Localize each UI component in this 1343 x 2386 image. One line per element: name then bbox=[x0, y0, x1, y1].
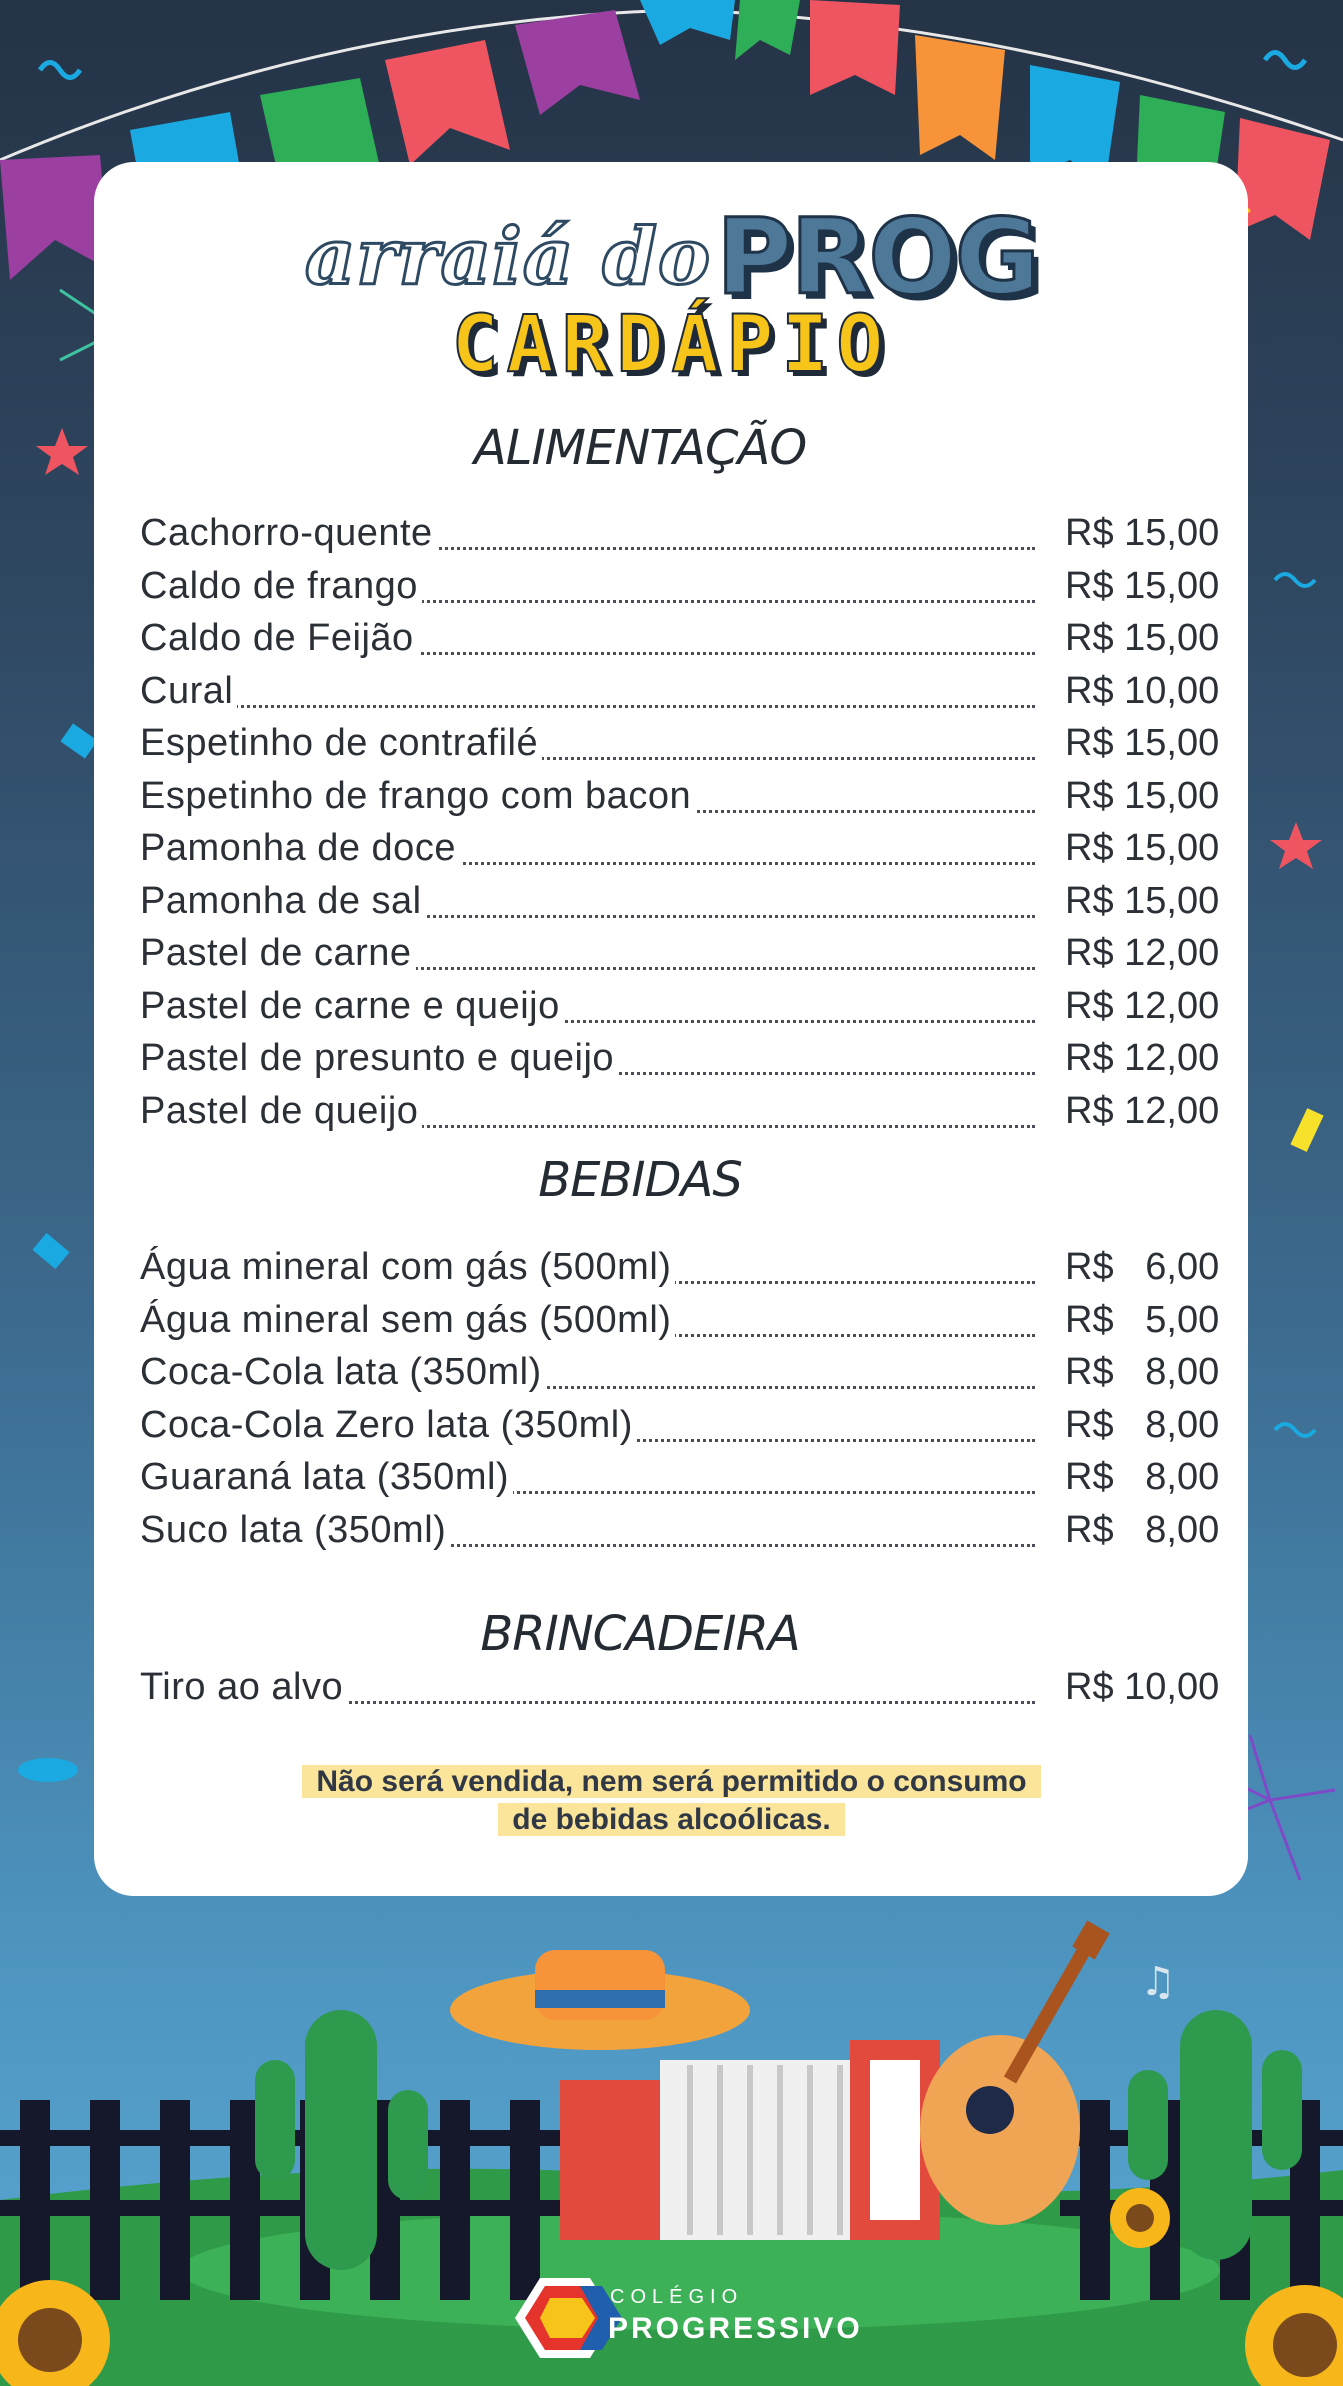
menu-item bbox=[140, 1662, 1220, 1714]
menu-item-price: R$ 15,00 bbox=[1065, 564, 1220, 607]
menu-item-price: R$ 15,00 bbox=[1065, 512, 1220, 554]
menu-item-price: R$ 12,00 bbox=[1065, 984, 1220, 1027]
menu-item-name: Água mineral com gás (500ml) bbox=[140, 1244, 675, 1290]
menu-item bbox=[140, 718, 1220, 770]
menu-item-name: Suco lata (350ml) bbox=[140, 1507, 450, 1553]
menu-item bbox=[140, 666, 1220, 718]
menu-item-name: Pamonha de sal bbox=[140, 878, 426, 924]
menu-item bbox=[140, 771, 1220, 823]
event-brand-title: PROG bbox=[716, 196, 1039, 318]
menu-item bbox=[140, 876, 1220, 928]
confetti-icon bbox=[1265, 53, 1305, 68]
section-title-food: ALIMENTAÇÃO bbox=[473, 420, 807, 476]
menu-item-price: R$ 10,00 bbox=[1065, 1666, 1220, 1708]
brand-small-text: COLÉGIO bbox=[610, 2286, 744, 2308]
menu-item bbox=[140, 928, 1220, 980]
menu-item-price: R$ 8,00 bbox=[1065, 1403, 1220, 1446]
notice-line-1: Não será vendida, nem será permitido o consumo bbox=[302, 1765, 1040, 1798]
section-title-games: BRINCADEIRA bbox=[480, 1606, 800, 1662]
dot-leader bbox=[140, 705, 1035, 708]
menu-item bbox=[140, 1452, 1220, 1504]
menu-item-price: R$ 15,00 bbox=[1065, 879, 1220, 922]
menu-item bbox=[140, 1400, 1220, 1452]
menu-item bbox=[140, 561, 1220, 613]
event-logo bbox=[0, 196, 1343, 316]
menu-item-name: Caldo de frango bbox=[140, 563, 422, 609]
menu-item bbox=[140, 1242, 1220, 1294]
menu-item bbox=[140, 508, 1220, 560]
menu-item-price: R$ 15,00 bbox=[1065, 774, 1220, 817]
menu-item bbox=[140, 1086, 1220, 1138]
menu-title: CARDÁPIO bbox=[451, 300, 892, 390]
accordion-icon bbox=[560, 2040, 940, 2240]
menu-item-name: Pastel de carne bbox=[140, 930, 416, 976]
menu-item-name: Caldo de Feijão bbox=[140, 615, 418, 661]
star-icon bbox=[1270, 822, 1322, 869]
menu-item-price: R$ 15,00 bbox=[1065, 722, 1220, 764]
menu-item-name: Cachorro-quente bbox=[140, 510, 437, 556]
menu-item-name: Guaraná lata (350ml) bbox=[140, 1454, 513, 1500]
menu-item-name: Cural bbox=[140, 668, 237, 714]
menu-item bbox=[140, 613, 1220, 665]
brand-name: PROGRESSIVO bbox=[608, 2312, 863, 2345]
notice-line-2: de bebidas alcoólicas. bbox=[498, 1803, 844, 1836]
event-script-title: arraiá do bbox=[304, 211, 711, 303]
menu-item bbox=[140, 823, 1220, 875]
menu-item-price: R$ 6,00 bbox=[1065, 1246, 1220, 1288]
sunflower-icon bbox=[1110, 2188, 1170, 2248]
menu-item-price: R$ 12,00 bbox=[1065, 1037, 1220, 1079]
menu-item-name: Tiro ao alvo bbox=[140, 1664, 347, 1710]
menu-item-name: Espetinho de contrafilé bbox=[140, 720, 542, 766]
menu-item bbox=[140, 1033, 1220, 1085]
menu-item bbox=[140, 1505, 1220, 1557]
straw-hat-icon bbox=[450, 1950, 750, 2050]
menu-item bbox=[140, 1295, 1220, 1347]
menu-item bbox=[140, 1347, 1220, 1399]
menu-item-price: R$ 5,00 bbox=[1065, 1298, 1220, 1341]
menu-item-name: Espetinho de frango com bacon bbox=[140, 773, 695, 819]
menu-item-price: R$ 8,00 bbox=[1065, 1508, 1220, 1551]
school-brand bbox=[488, 2268, 888, 2368]
menu-item-price: R$ 15,00 bbox=[1065, 827, 1220, 869]
menu-item-name: Coca-Cola Zero lata (350ml) bbox=[140, 1402, 637, 1448]
menu-item-price: R$ 8,00 bbox=[1065, 1351, 1220, 1393]
menu-item-name: Pastel de queijo bbox=[140, 1088, 422, 1134]
menu-item-price: R$ 10,00 bbox=[1065, 669, 1220, 712]
menu-item bbox=[140, 981, 1220, 1033]
menu-item-price: R$ 15,00 bbox=[1065, 617, 1220, 659]
alcohol-notice bbox=[0, 1763, 1343, 1839]
section-title-drinks: BEBIDAS bbox=[538, 1152, 742, 1208]
menu-item-name: Pamonha de doce bbox=[140, 825, 460, 871]
confetti-icon bbox=[1290, 1108, 1323, 1152]
confetti-icon bbox=[40, 63, 80, 78]
menu-item-price: R$ 12,00 bbox=[1065, 932, 1220, 974]
menu-heading bbox=[0, 300, 1343, 390]
confetti-icon bbox=[1275, 574, 1315, 586]
confetti-icon bbox=[32, 1233, 69, 1269]
menu-item-price: R$ 8,00 bbox=[1065, 1456, 1220, 1498]
menu-item-name: Pastel de carne e queijo bbox=[140, 983, 564, 1029]
menu-item-name: Coca-Cola lata (350ml) bbox=[140, 1349, 546, 1395]
menu-item-name: Água mineral sem gás (500ml) bbox=[140, 1297, 675, 1343]
confetti-icon bbox=[60, 723, 97, 758]
confetti-icon bbox=[1275, 1424, 1315, 1436]
menu-item-price: R$ 12,00 bbox=[1065, 1089, 1220, 1132]
music-note-icon: ♫ bbox=[1140, 1959, 1176, 2005]
menu-item-name: Pastel de presunto e queijo bbox=[140, 1035, 618, 1081]
